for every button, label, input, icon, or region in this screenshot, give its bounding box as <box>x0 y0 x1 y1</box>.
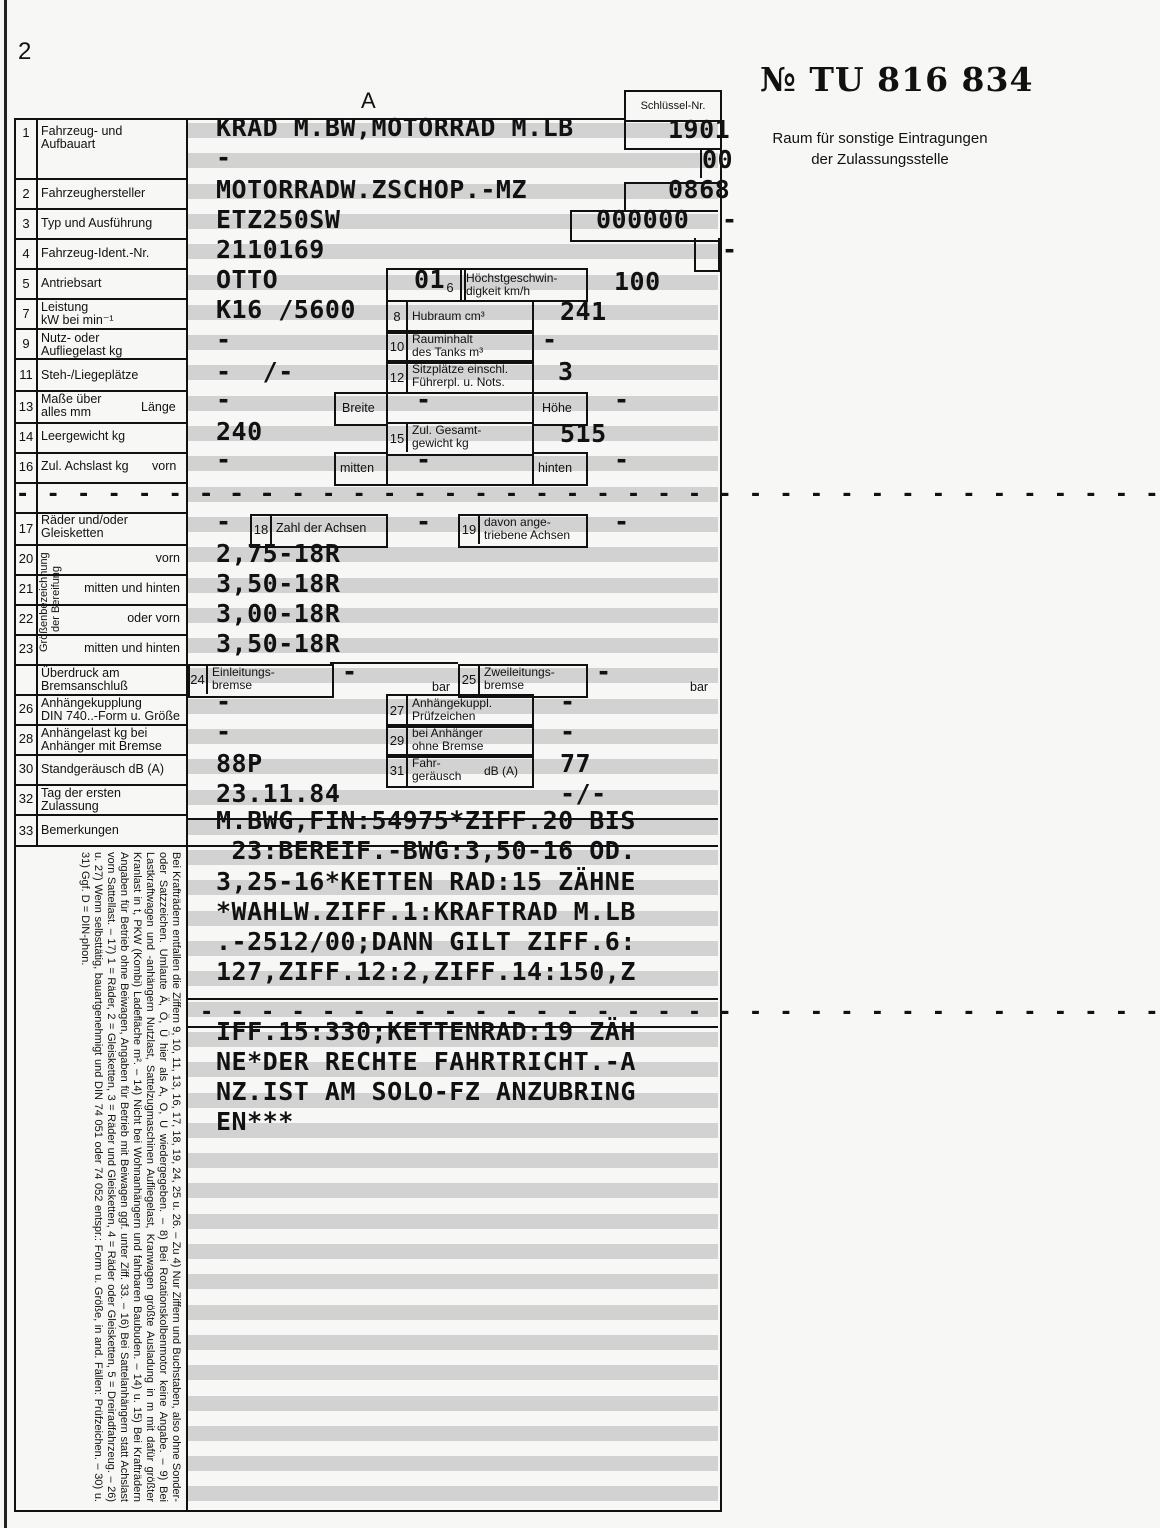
sub-number-19: 19 <box>461 522 477 537</box>
row-separator <box>14 452 188 454</box>
label-tyre-alt-mid-rear: mitten und hinten <box>84 641 180 655</box>
label-tyre-group <box>38 522 62 652</box>
key-vin-suffix: - <box>722 235 738 264</box>
value-type: ETZ250SW <box>216 205 341 234</box>
label-max-speed <box>466 272 557 298</box>
value-axle-mid: - <box>416 445 432 474</box>
label-drive: Antriebsart <box>41 276 102 290</box>
value-dual-brake: - <box>596 657 612 686</box>
remarks-line: 23:BEREIF.-BWG:3,50-16 OD. <box>216 836 636 865</box>
remarks-line: IFF.15:330;KETTENRAD:19 ZÄH <box>216 1017 636 1046</box>
value-seats: 3 <box>558 357 574 386</box>
label-tank <box>412 333 483 359</box>
label-driven-axles <box>484 516 570 542</box>
sub-number-15: 15 <box>389 431 405 446</box>
unit-bar-1: bar <box>432 680 451 694</box>
sub-divider <box>206 664 208 694</box>
label-line: Maße über <box>41 392 102 406</box>
label-line: Tag der ersten <box>41 786 121 800</box>
label-line: des Tanks m³ <box>412 345 484 359</box>
page-edge <box>4 0 7 1528</box>
label-vehicle-type <box>41 125 122 151</box>
value-trailer-load: - <box>216 717 232 746</box>
row-number-30: 30 <box>18 761 34 776</box>
row-separator <box>14 814 188 816</box>
key-manufacturer: 0868 <box>668 175 731 204</box>
label-coupling <box>41 697 180 723</box>
row-number-33: 33 <box>18 823 34 838</box>
label-line: Prüfzeichen <box>412 709 476 723</box>
label-line: Einleitungs- <box>212 665 275 679</box>
value-power: K16 /5600 <box>216 295 356 324</box>
label-line: Zulassung <box>41 799 99 813</box>
label-line: Anhängelast kg bei <box>41 726 148 740</box>
label-line: Größenbezeichnung <box>38 552 50 652</box>
value-drive-noise: 77 <box>560 749 592 778</box>
value-length: - <box>216 385 232 414</box>
label-line: Anhänger mit Bremse <box>41 739 162 753</box>
row-separator <box>14 358 188 360</box>
label-line: bremse <box>212 678 253 692</box>
label-displacement: Hubraum cm³ <box>412 309 485 323</box>
key-box-4 <box>694 238 720 272</box>
value-stand-noise: 88P <box>216 749 263 778</box>
value-empty-weight: 240 <box>216 417 263 446</box>
label-line: Nutz- oder <box>41 331 100 345</box>
value-drive-code: 01 <box>414 265 446 294</box>
row-number-17: 17 <box>18 521 34 536</box>
label-line: der Bereifung <box>50 565 62 632</box>
label-line: Überdruck am <box>41 666 120 680</box>
row-number-2: 2 <box>22 186 30 201</box>
label-line: Höchstgeschwin- <box>466 271 558 285</box>
remarks-line: *WAHLW.ZIFF.1:KRAFTRAD M.LB <box>216 897 636 926</box>
row-number-3: 3 <box>22 216 30 231</box>
sub-divider <box>478 664 480 694</box>
page-number: 2 <box>18 38 32 65</box>
sub-number-12: 12 <box>389 370 405 385</box>
value-axle-front: - <box>216 445 232 474</box>
label-coupling-mark <box>412 697 492 723</box>
label-dual-brake <box>484 666 555 692</box>
label-line: digkeit km/h <box>466 284 531 298</box>
label-stand-noise: Standgeräusch dB (A) <box>41 762 164 776</box>
label-line: alles mm <box>41 405 92 419</box>
label-axle-mid: mitten <box>340 461 375 475</box>
sub-number-24: 24 <box>190 672 205 687</box>
sub-number-27: 27 <box>389 703 405 718</box>
label-line: Zul. Gesamt- <box>412 423 482 437</box>
label-line: davon ange- <box>484 515 551 529</box>
label-line: triebene Achsen <box>484 528 571 542</box>
value-max-speed: 100 <box>614 267 661 296</box>
value-gross-weight: 515 <box>560 419 607 448</box>
key-vehicle-type: 1901 <box>668 115 731 144</box>
key-header: Schlüssel-Nr. <box>640 100 706 112</box>
label-height: Höhe <box>542 401 572 415</box>
unit-bar-2: bar <box>690 680 709 694</box>
key-type: 000000 <box>596 205 690 234</box>
label-trailer-load <box>41 727 162 753</box>
label-line: DIN 740..-Form u. Größe <box>41 709 180 723</box>
sub-number-10: 10 <box>389 339 405 354</box>
value-wheels: - <box>216 507 232 536</box>
separator-dashes-left: - - - - - - - - - <box>16 482 276 507</box>
value-drive: OTTO <box>216 265 279 294</box>
value-single-brake: - <box>342 657 358 686</box>
row-number-1: 1 <box>22 125 30 140</box>
sub-number-8: 8 <box>393 309 401 324</box>
label-places: Steh-/Liegeplätze <box>41 368 139 382</box>
row-separator <box>14 178 188 180</box>
key-type-suffix: - <box>722 205 738 234</box>
label-axle-front: vorn <box>152 459 177 473</box>
label-vin: Fahrzeug-Ident.-Nr. <box>41 246 150 260</box>
label-tyre-alt-front: oder vorn <box>127 611 180 625</box>
row-separator <box>14 422 188 424</box>
value-width: - <box>416 385 432 414</box>
label-trailer-unbraked <box>412 727 483 753</box>
row-number-14: 14 <box>18 429 34 444</box>
value-tyre-alt-mid-rear: 3,50-18R <box>216 629 341 658</box>
value-places: - /- <box>216 357 294 386</box>
value-manufacturer: MOTORRADW.ZSCHOP.-MZ <box>216 175 528 204</box>
row-number-11: 11 <box>19 367 33 382</box>
sub-number-25: 25 <box>461 672 477 687</box>
label-line: kW bei min⁻¹ <box>41 313 114 327</box>
label-axle-rear: hinten <box>538 461 573 475</box>
sub-divider <box>406 422 408 452</box>
label-power <box>41 301 114 327</box>
remarks-area-title <box>745 128 1015 170</box>
row-number-13: 13 <box>18 399 34 414</box>
column-letter: A <box>361 88 376 113</box>
row-number-28: 28 <box>18 731 34 746</box>
value-driven-axles: - <box>614 507 630 536</box>
remarks-area-title-line2: der Zulassungsstelle <box>811 151 949 168</box>
label-line: Sitzplätze einschl. <box>412 362 509 376</box>
value-tyre-front: 2,75-18R <box>216 539 341 568</box>
sub-number-6: 6 <box>446 280 454 295</box>
label-line: bremse <box>484 678 525 692</box>
remarks-area-title-line1: Raum für sonstige Eintragungen <box>772 130 988 147</box>
label-line: Aufbauart <box>41 137 96 151</box>
separator-dashes-remarks: - - - - - - - - - - - - - - - - - - - - - - - - - - - - - - - - <box>200 1000 1160 1025</box>
value-axle-rear: - <box>614 445 630 474</box>
row-number-5: 5 <box>22 276 30 291</box>
sub-number-29: 29 <box>389 733 405 748</box>
row-separator <box>14 328 188 330</box>
label-line: Anhängekuppl. <box>412 696 493 710</box>
separator-dashes-right: - - - - - - - - - - - - - - - - - - - - - - - - - - - - - - - - <box>200 482 1160 507</box>
value-vehicle-type-2: - <box>216 143 232 172</box>
label-type: Typ und Ausführung <box>41 216 153 230</box>
label-tyre-front: vorn <box>155 551 180 565</box>
label-axle-load: Zul. Achslast kg <box>41 459 129 473</box>
value-first-registration-2: -/- <box>560 779 607 808</box>
row-number-32: 32 <box>18 791 34 806</box>
row-number-20: 20 <box>18 551 34 566</box>
label-line: Zweileitungs- <box>484 665 555 679</box>
value-first-registration: 23.11.84 <box>216 779 341 808</box>
label-dimensions <box>41 393 101 419</box>
value-tank: - <box>542 325 558 354</box>
label-line: bei Anhänger <box>412 726 483 740</box>
remarks-line: .-2512/00;DANN GILT ZIFF.6: <box>216 927 636 956</box>
value-coupling: - <box>216 687 232 716</box>
label-line: geräusch <box>412 769 462 783</box>
row-number-16: 16 <box>18 459 34 474</box>
label-line: Fahrzeug- und <box>41 124 123 138</box>
label-line: Rauminhalt <box>412 332 473 346</box>
label-remarks: Bemerkungen <box>41 823 119 837</box>
label-line: Aufliegelast kg <box>41 344 123 358</box>
sub-divider <box>406 300 408 392</box>
sub-number-18: 18 <box>253 522 269 537</box>
label-line: gewicht kg <box>412 436 469 450</box>
row-number-22: 22 <box>18 611 34 626</box>
sub-divider <box>406 694 408 786</box>
value-vehicle-type: KRAD M.BW,MOTORRAD M.LB <box>216 113 574 142</box>
row-number-26: 26 <box>18 701 34 716</box>
label-brake-pressure <box>41 667 128 693</box>
row-separator <box>14 208 188 210</box>
label-line: Gleisketten <box>41 526 104 540</box>
label-line: Führerpl. u. Nots. <box>412 375 505 389</box>
label-line: Anhängekupplung <box>41 696 142 710</box>
label-drive-noise <box>412 757 461 783</box>
remarks-line: NE*DER RECHTE FAHRTRICHT.-A <box>216 1047 636 1076</box>
row-number-4: 4 <box>22 246 30 261</box>
value-coupling-mark: - <box>560 687 576 716</box>
value-payload: - <box>216 325 232 354</box>
value-vin: 2110169 <box>216 235 325 264</box>
label-axle-count: Zahl der Achsen <box>276 521 367 535</box>
row-separator <box>14 268 188 270</box>
label-first-registration <box>41 787 121 813</box>
label-line: Leistung <box>41 300 89 314</box>
value-tyre-mid-rear: 3,50-18R <box>216 569 341 598</box>
remarks-line: 127,ZIFF.12:2,ZIFF.14:150,Z <box>216 957 636 986</box>
label-drive-noise-unit: dB (A) <box>484 764 519 778</box>
remarks-line: M.BWG,FIN:54975*ZIFF.20 BIS <box>216 806 636 835</box>
sub-number-31: 31 <box>389 763 405 778</box>
value-tyre-alt-front: 3,00-18R <box>216 599 341 628</box>
remarks-line: EN*** <box>216 1107 294 1136</box>
row-number-7: 7 <box>22 306 30 321</box>
label-tyre-mid-rear: mitten und hinten <box>84 581 180 595</box>
sub-divider <box>478 514 480 544</box>
value-displacement: 241 <box>560 297 607 326</box>
row-separator <box>14 754 188 756</box>
label-line: Räder und/oder <box>41 513 128 527</box>
label-empty-weight: Leergewicht kg <box>41 429 126 443</box>
label-length: Länge <box>141 400 176 414</box>
key-vehicle-type-2: 00 <box>702 145 734 174</box>
remarks-line: NZ.IST AM SOLO-FZ ANZUBRING <box>216 1077 636 1106</box>
value-axle-count: - <box>416 507 432 536</box>
remarks-line: 3,25-16*KETTEN RAD:15 ZÄHNE <box>216 867 636 896</box>
footnote: Bei Krafträdern entfallen die Ziffern 9, 10, 11, 13, 16, 17, 18, 19, 24, 25 u. 26. – Zu 4) Nur Ziffern und Buchstaben, also ohne Sonder- oder Satzzeichen. Umlaute Ä, Ö, Ü hier als A, O, U wiedergegeben. – 8) Bei Rotationskolbenmotor keine Angabe. – 9) Bei Lastkraftwagen und -anhängern Nutzlast, Sattelzugmaschinen Aufliegelast, Kranwagen größte Ausladung in m mit dafür größter Kranlast in t, PKW (Kombi) Ladefläche m². – 14) Nicht bei Wohnanhängern und fahrbaren Baubuden. – 14) u. 15) Bei Krafträdern Angaben für Betrieb ohne Beiwagen, Angaben für Betrieb mit Beiwagen ggf. unter Ziff. 33. – 16) Bei Sattelanhängern statt Achslast vorn Sattellast. – 17) 1 = Räder, 2 = Gleisketten, 3 = Räder und Gleisketten, 4 = Räder oder Gleisketten, 5 = Dreiradfahrzeug. – 26) u. 27) Wenn selbsttätig, bauartgenehmigt und DIN 74 051 oder 74 052 entspr.: Form u. Größe, in and. Fällen: Prüfzeichen. – 30) u. 31) Ggf. D = DIN-phon. <box>79 852 182 1502</box>
row-number-21: 21 <box>18 581 34 596</box>
row-separator <box>14 238 188 240</box>
row-number-23: 23 <box>18 641 34 656</box>
label-width: Breite <box>342 401 375 415</box>
label-line: Bremsanschluß <box>41 679 128 693</box>
value-height: - <box>614 385 630 414</box>
label-manufacturer: Fahrzeughersteller <box>41 186 146 200</box>
value-trailer-unbraked: - <box>560 717 576 746</box>
row-number-9: 9 <box>22 336 30 351</box>
label-line: Fahr- <box>412 756 441 770</box>
label-line: ohne Bremse <box>412 739 484 753</box>
document-number: № TU 816 834 <box>760 60 1034 99</box>
label-payload <box>41 332 122 358</box>
